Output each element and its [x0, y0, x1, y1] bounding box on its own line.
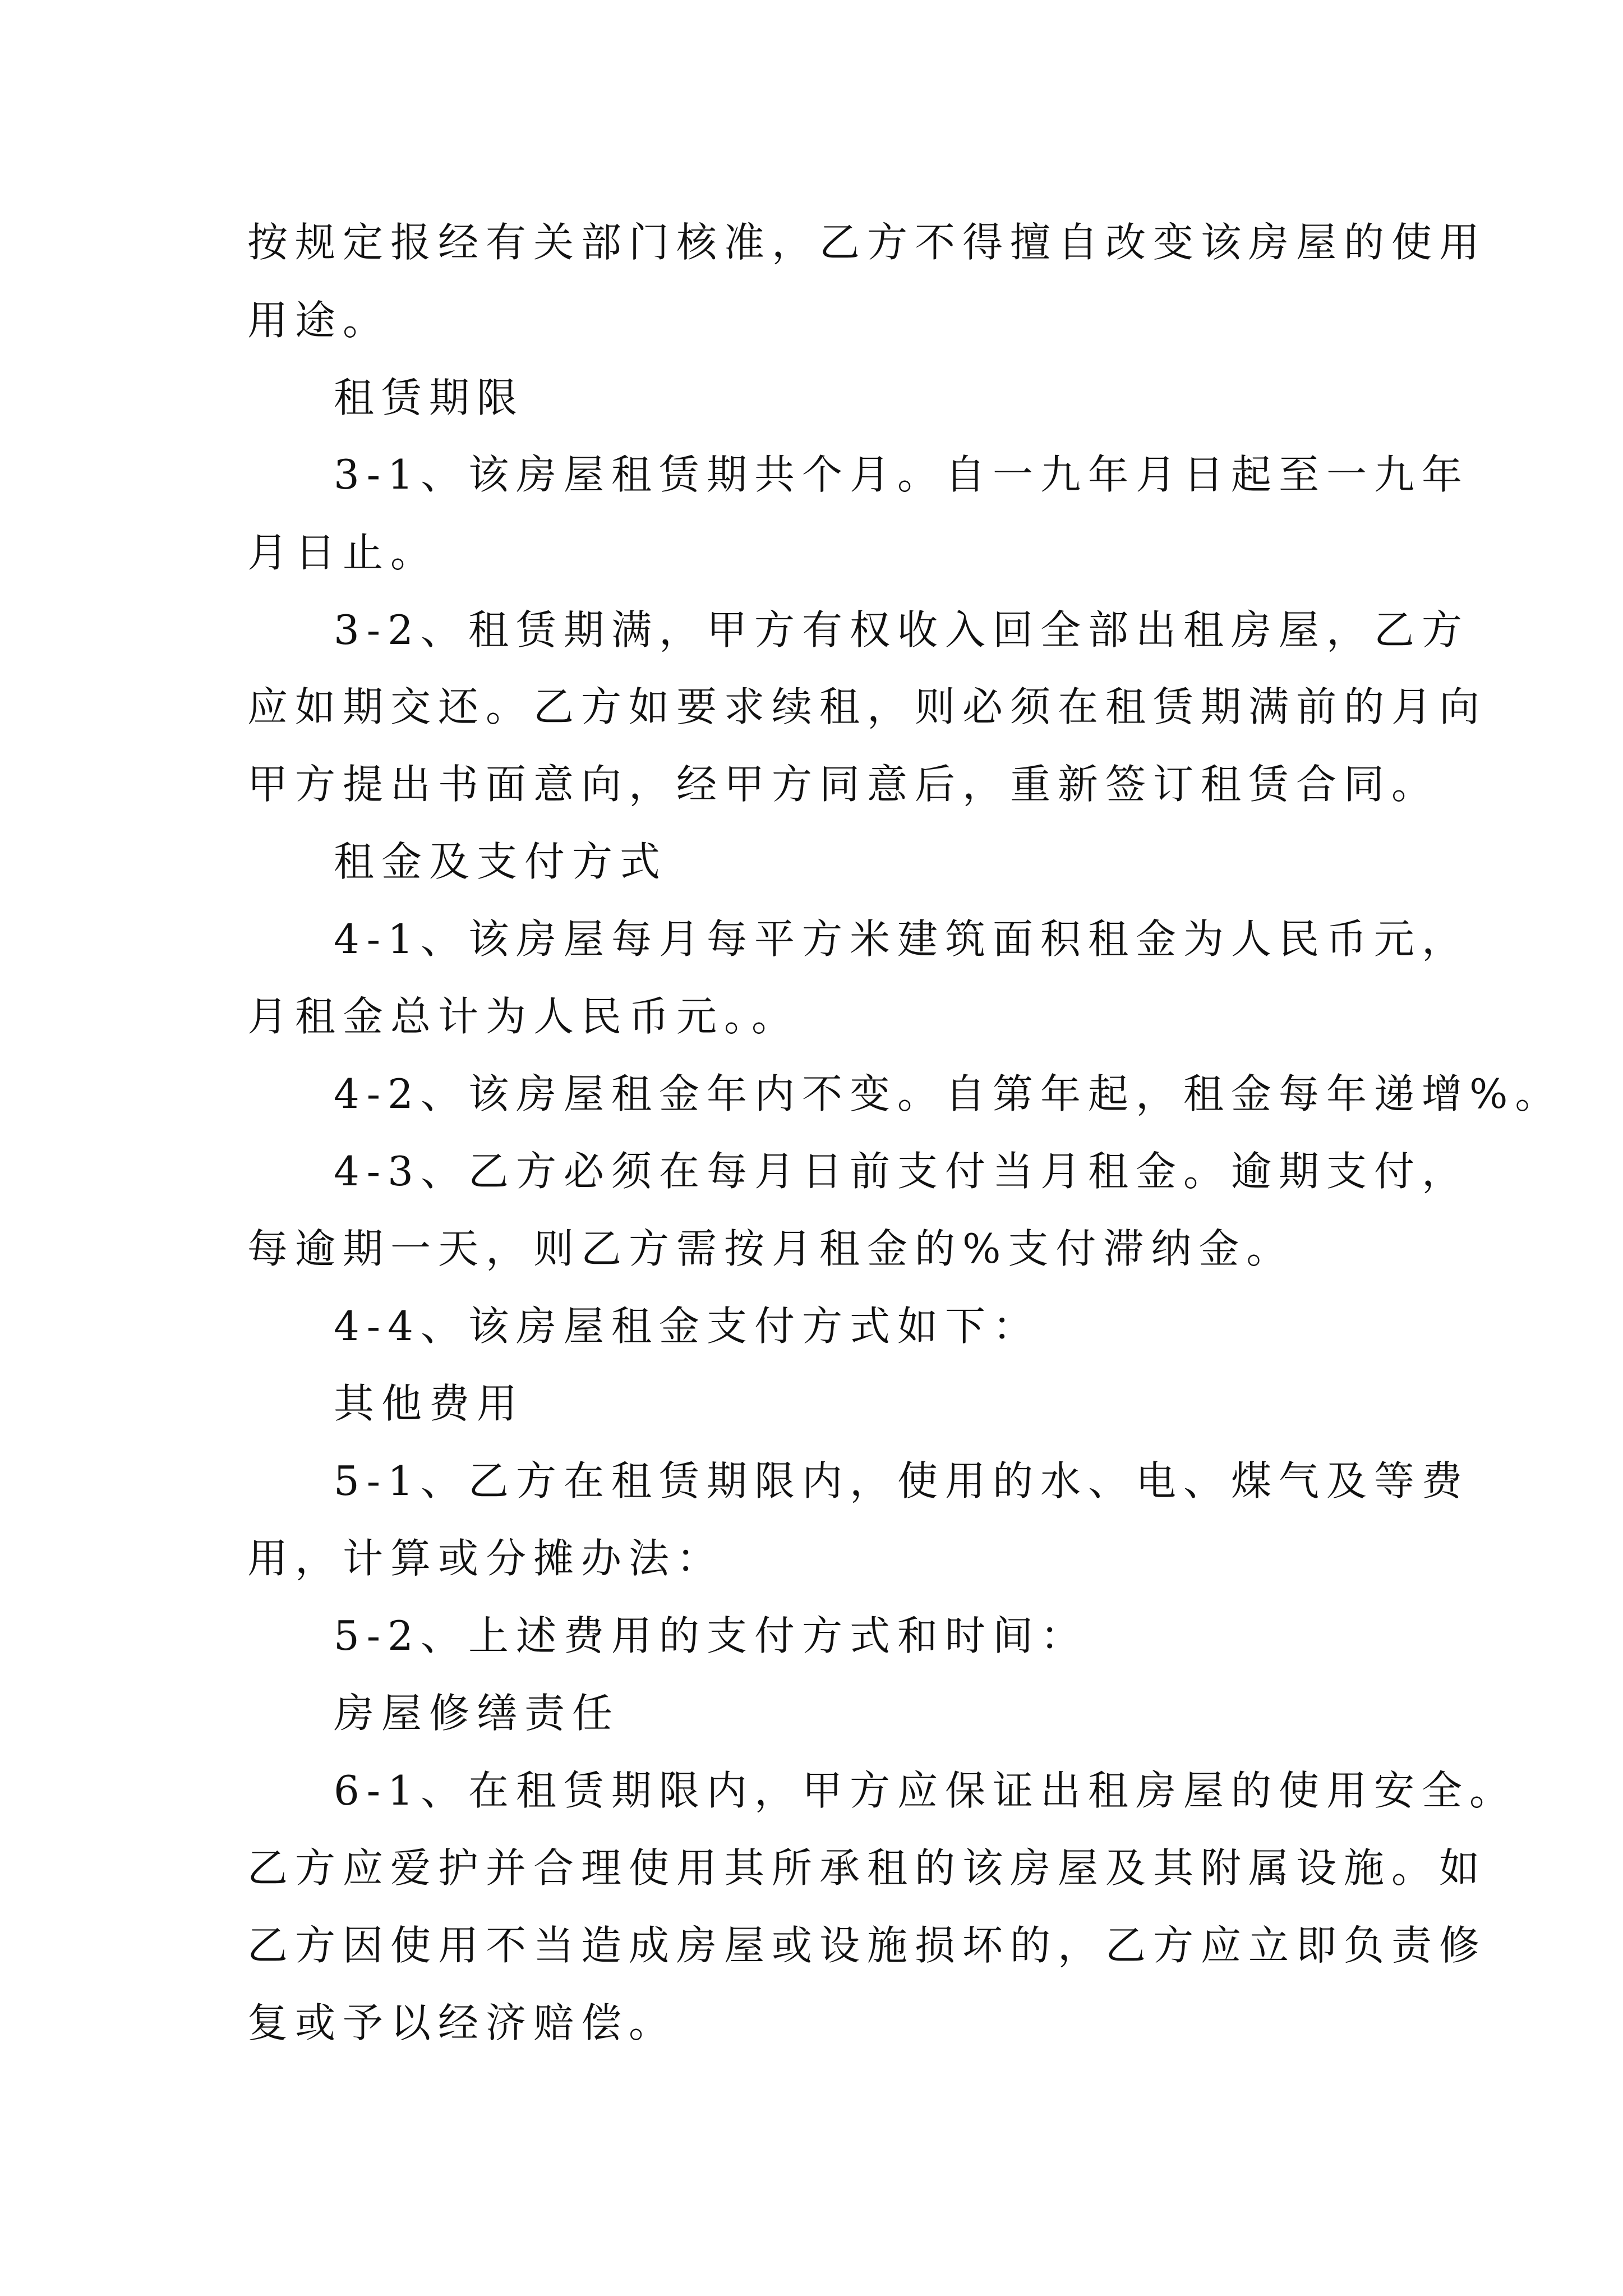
clause-line: 4-4、该房屋租金支付方式如下：: [334, 1303, 1040, 1350]
clause-line: 4-2、该房屋租金年内不变。自第年起，租金每年递增%。: [334, 1070, 1563, 1117]
section-heading-lease-term: 租赁期限: [334, 374, 525, 421]
paragraph-line: 按规定报经有关部门核准，乙方不得擅自改变该房屋的使用: [247, 219, 1487, 266]
paragraph-line: 应如期交还。乙方如要求续租，则必须在租赁期满前的月向: [247, 683, 1487, 730]
clause-line: 3-2、租赁期满，甲方有权收入回全部出租房屋，乙方: [334, 606, 1469, 654]
paragraph-line: 用，计算或分摊办法：: [247, 1535, 725, 1582]
clause-line: 3-1、该房屋租赁期共个月。自一九年月日起至一九年: [334, 451, 1469, 498]
section-heading-rent-payment: 租金及支付方式: [334, 838, 668, 885]
clause-line: 6-1、在租赁期限内，甲方应保证出租房屋的使用安全。: [334, 1767, 1517, 1814]
section-heading-other-fees: 其他费用: [334, 1380, 525, 1427]
paragraph-line: 乙方因使用不当造成房屋或设施损坏的，乙方应立即负责修: [247, 1922, 1487, 1969]
paragraph-line: 月租金总计为人民币元。。: [247, 993, 800, 1040]
paragraph-line: 乙方应爱护并合理使用其所承租的该房屋及其附属设施。如: [247, 1844, 1487, 1892]
clause-line: 5-1、乙方在租赁期限内，使用的水、电、煤气及等费: [334, 1457, 1469, 1504]
paragraph-line: 甲方提出书面意向，经甲方同意后，重新签订租赁合同。: [247, 761, 1440, 808]
paragraph-line: 复或予以经济赔偿。: [247, 1999, 677, 2046]
clause-line: 5-2、上述费用的支付方式和时间：: [334, 1612, 1088, 1659]
paragraph-line: 用途。: [247, 297, 391, 344]
paragraph-line: 月日止。: [247, 529, 439, 576]
section-heading-repair-responsibility: 房屋修缮责任: [334, 1690, 620, 1737]
paragraph-line: 每逾期一天，则乙方需按月租金的%支付滞纳金。: [247, 1225, 1294, 1272]
clause-line: 4-3、乙方必须在每月日前支付当月租金。逾期支付，: [334, 1148, 1469, 1195]
clause-line: 4-1、该房屋每月每平方米建筑面积租金为人民币元，: [334, 915, 1469, 963]
